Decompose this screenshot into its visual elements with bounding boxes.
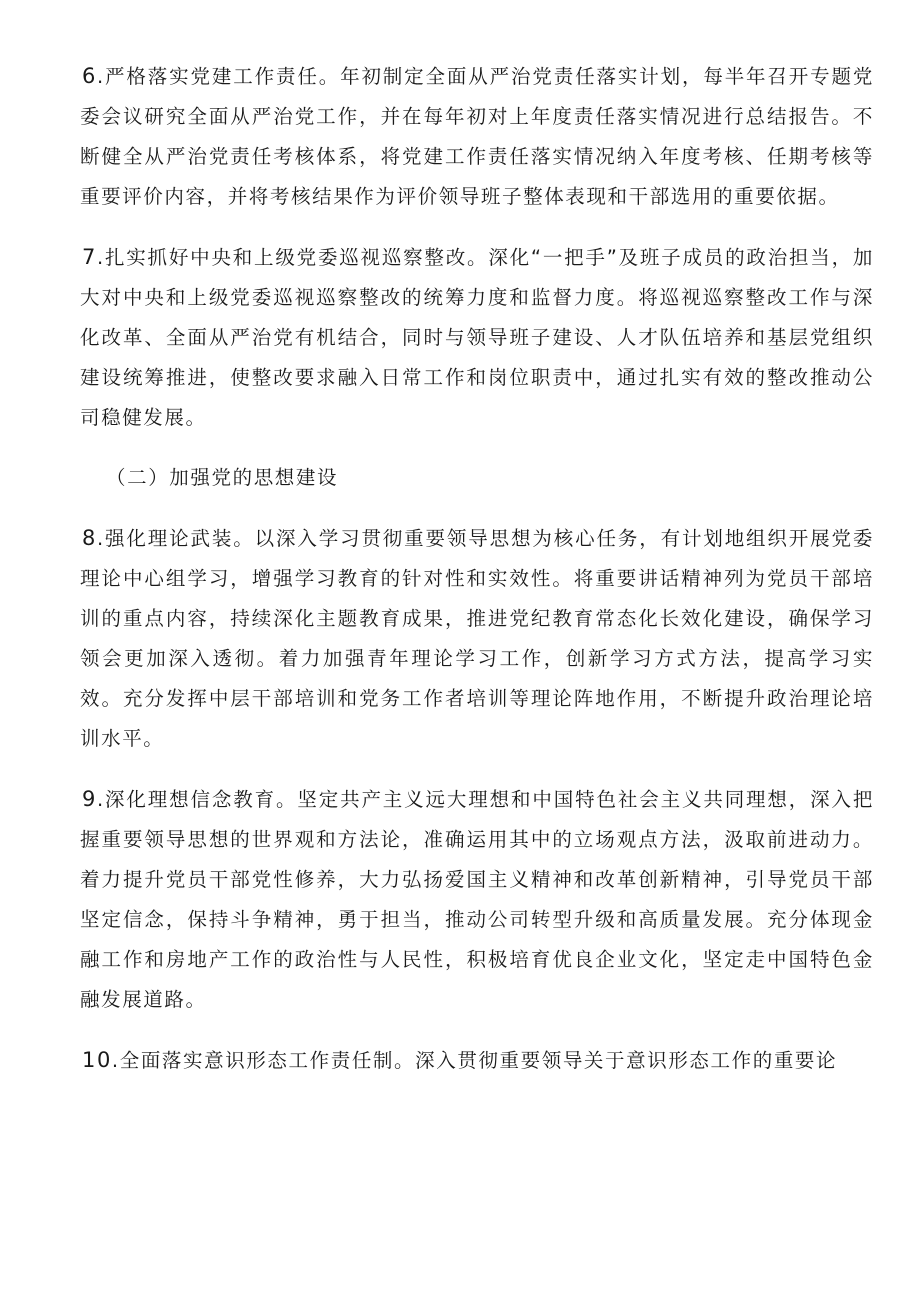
paragraph-10 [80, 1040, 874, 1081]
paragraph-7 [80, 237, 874, 438]
paragraph-8 [80, 518, 874, 759]
document-page [80, 56, 874, 1101]
paragraph-text: .深化理想信念教育。坚定共产主义远大理想和中国特色社会主义共同理想，深入把握重要领导思想的世界观和方法论，准确运用其中的立场观点方法，汲取前进动力。着力提升党员干部党性修养，大力弘扬爱国主义精神和改革创新精神，引导党员干部坚定信念，保持斗争精神，勇于担当，推动公司转型升级和高质量发展。充分体现金融工作和房地产工作的政治性与人民性，积极培育优良企业文化，坚定走中国特色金融发展道路。 [80, 788, 874, 1011]
paragraph-number: 9 [82, 787, 97, 811]
paragraph-number: 7 [82, 245, 97, 269]
paragraph-number: 8 [82, 526, 97, 550]
paragraph-9 [80, 779, 874, 1020]
paragraph-text: .全面落实意识形态工作责任制。深入贯彻重要领导关于意识形态工作的重要论 [111, 1049, 838, 1072]
paragraph-text: .强化理论武装。以深入学习贯彻重要领导思想为核心任务，有计划地组织开展党委理论中心组学习，增强学习教育的针对性和实效性。将重要讲话精神列为党员干部培训的重点内容，持续深化主题教育成果，推进党纪教育常态化长效化建设，确保学习领会更加深入透彻。着力加强青年理论学习工作，创新学习方式方法，提高学习实效。充分发挥中层干部培训和党务工作者培训等理论阵地作用，不断提升政治理论培训水平。 [80, 527, 874, 750]
paragraph-text: .扎实抓好中央和上级党委巡视巡察整改。深化“一把手”及班子成员的政治担当，加大对中央和上级党委巡视巡察整改的统筹力度和监督力度。将巡视巡察整改工作与深化改革、全面从严治党有机结合，同时与领导班子建设、人才队伍培养和基层党组织建设统筹推进，使整改要求融入日常工作和岗位职责中，通过扎实有效的整改推动公司稳健发展。 [80, 246, 874, 429]
section-heading: （二）加强党的思想建设 [106, 466, 339, 489]
paragraph-text: .严格落实党建工作责任。年初制定全面从严治党责任落实计划，每半年召开专题党委会议研究全面从严治党工作，并在每年初对上年度责任落实情况进行总结报告。不断健全从严治党责任考核体系，将党建工作责任落实情况纳入年度考核、任期考核等重要评价内容，并将考核结果作为评价领导班子整体表现和干部选用的重要依据。 [80, 65, 874, 208]
paragraph-6 [80, 56, 874, 217]
paragraph-number: 6 [82, 64, 97, 88]
paragraph-number: 10 [82, 1048, 112, 1072]
